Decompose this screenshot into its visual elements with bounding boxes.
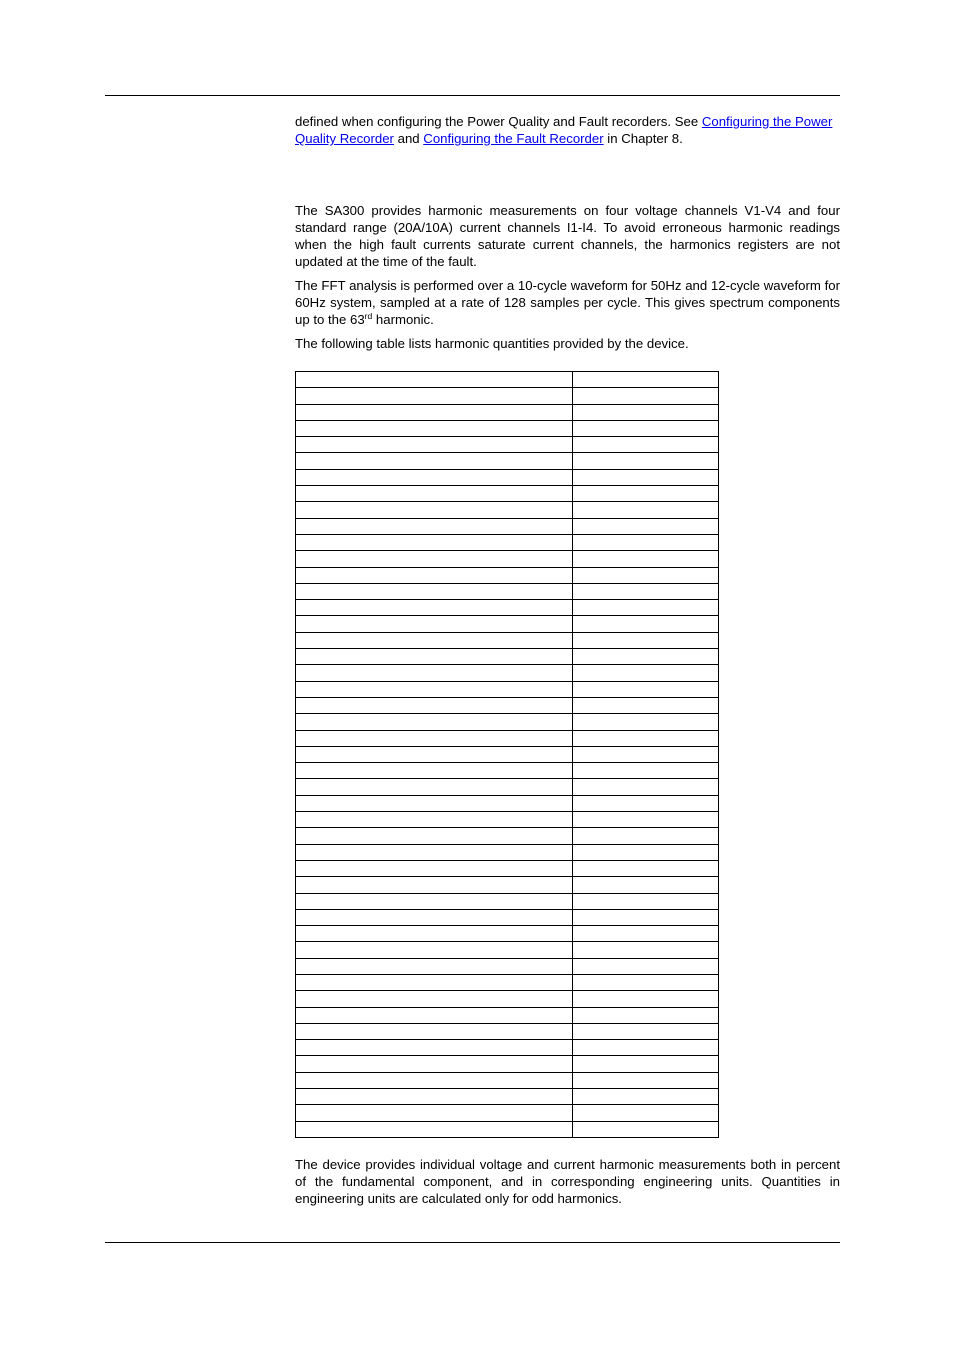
intro-text-mid: and [393, 131, 424, 146]
table-cell-quantity [296, 502, 573, 518]
table-cell-quantity [296, 1056, 573, 1072]
table-cell-quantity [296, 1072, 573, 1088]
table-cell-value [573, 1121, 719, 1137]
table-row [296, 763, 719, 779]
table-cell-value [573, 534, 719, 550]
table-cell-quantity [296, 1089, 573, 1105]
table-row [296, 828, 719, 844]
table-cell-value [573, 828, 719, 844]
table-cell-value [573, 665, 719, 681]
table-row [296, 697, 719, 713]
table-row [296, 1007, 719, 1023]
table-cell-value [573, 372, 719, 388]
table-row [296, 665, 719, 681]
table-cell-quantity [296, 469, 573, 485]
table-row [296, 583, 719, 599]
harmonic-table-body [296, 372, 719, 1138]
table-cell-value [573, 404, 719, 420]
table-cell-quantity [296, 518, 573, 534]
harmonic-units-paragraph: The device provides individual voltage and current harmonic measurements both in percent of the fundamental component, and in corresponding engineering units. Quantities in engineering units are calculated only for odd harmonics. [295, 1157, 840, 1206]
fft-text: The FFT analysis is performed over a 10-cycle waveform for 50Hz and 12-cycle waveform for 60Hz system, sampled at a rate of 128 samples per cycle. This gives spectrum components up to the 63 [295, 278, 840, 327]
table-row [296, 534, 719, 550]
table-cell-value [573, 551, 719, 567]
table-cell-value [573, 420, 719, 436]
table-cell-quantity [296, 730, 573, 746]
table-cell-value [573, 1023, 719, 1039]
table-cell-quantity [296, 665, 573, 681]
table-row [296, 1121, 719, 1137]
table-cell-quantity [296, 583, 573, 599]
table-row [296, 404, 719, 420]
table-cell-quantity [296, 1007, 573, 1023]
table-cell-value [573, 1007, 719, 1023]
table-cell-value [573, 502, 719, 518]
table-cell-quantity [296, 697, 573, 713]
intro-text-end: in Chapter 8. [603, 131, 683, 146]
table-row [296, 502, 719, 518]
table-cell-value [573, 437, 719, 453]
table-cell-value [573, 600, 719, 616]
table-cell-quantity [296, 1040, 573, 1056]
table-cell-quantity [296, 388, 573, 404]
table-row [296, 372, 719, 388]
table-cell-quantity [296, 649, 573, 665]
table-cell-value [573, 958, 719, 974]
table-cell-quantity [296, 909, 573, 925]
table-cell-quantity [296, 828, 573, 844]
table-cell-quantity [296, 958, 573, 974]
table-cell-value [573, 1040, 719, 1056]
table-cell-value [573, 469, 719, 485]
table-row [296, 469, 719, 485]
table-row [296, 518, 719, 534]
table-cell-value [573, 991, 719, 1007]
table-row [296, 909, 719, 925]
table-row [296, 616, 719, 632]
table-row [296, 730, 719, 746]
header-rule [105, 95, 840, 96]
table-cell-quantity [296, 600, 573, 616]
table-cell-value [573, 1089, 719, 1105]
table-cell-quantity [296, 486, 573, 502]
table-row [296, 1072, 719, 1088]
table-row [296, 681, 719, 697]
intro-text: defined when configuring the Power Quality and Fault recorders. See [295, 114, 702, 129]
table-cell-value [573, 730, 719, 746]
table-cell-quantity [296, 453, 573, 469]
table-row [296, 567, 719, 583]
table-cell-quantity [296, 893, 573, 909]
link-configuring-power-quality-recorder[interactable]: Configuring the Power Quality Recorder [295, 114, 833, 146]
table-row [296, 437, 719, 453]
table-row [296, 632, 719, 648]
table-cell-value [573, 909, 719, 925]
table-cell-value [573, 893, 719, 909]
table-cell-value [573, 779, 719, 795]
table-intro-paragraph: The following table lists harmonic quantities provided by the device. [295, 336, 689, 351]
table-cell-value [573, 812, 719, 828]
table-cell-value [573, 1105, 719, 1121]
table-cell-quantity [296, 616, 573, 632]
table-row [296, 551, 719, 567]
table-cell-value [573, 763, 719, 779]
table-row [296, 812, 719, 828]
intro-paragraph [295, 113, 840, 147]
table-cell-quantity [296, 974, 573, 990]
table-row [296, 714, 719, 730]
table-row [296, 958, 719, 974]
table-cell-value [573, 518, 719, 534]
table-cell-value [573, 714, 719, 730]
table-row [296, 649, 719, 665]
table-cell-value [573, 486, 719, 502]
table-cell-value [573, 926, 719, 942]
table-row [296, 1040, 719, 1056]
table-cell-value [573, 681, 719, 697]
table-row [296, 991, 719, 1007]
table-cell-quantity [296, 404, 573, 420]
table-cell-quantity [296, 812, 573, 828]
table-row [296, 926, 719, 942]
table-row [296, 453, 719, 469]
harmonic-quantities-table [295, 371, 719, 1138]
table-row [296, 1023, 719, 1039]
table-row [296, 1089, 719, 1105]
table-cell-quantity [296, 420, 573, 436]
table-cell-value [573, 746, 719, 762]
table-row [296, 779, 719, 795]
table-cell-quantity [296, 681, 573, 697]
table-row [296, 1105, 719, 1121]
table-cell-value [573, 583, 719, 599]
table-cell-quantity [296, 746, 573, 762]
ordinal-superscript: rd [364, 311, 373, 321]
table-row [296, 420, 719, 436]
table-cell-value [573, 453, 719, 469]
table-cell-quantity [296, 844, 573, 860]
table-cell-quantity [296, 372, 573, 388]
table-cell-quantity [296, 1105, 573, 1121]
table-cell-quantity [296, 714, 573, 730]
table-cell-quantity [296, 991, 573, 1007]
table-cell-quantity [296, 877, 573, 893]
table-cell-quantity [296, 795, 573, 811]
table-cell-value [573, 877, 719, 893]
table-cell-quantity [296, 1023, 573, 1039]
table-row [296, 860, 719, 876]
table-cell-quantity [296, 437, 573, 453]
link-configuring-fault-recorder[interactable]: Configuring the Fault Recorder [423, 131, 604, 146]
table-cell-value [573, 616, 719, 632]
table-row [296, 844, 719, 860]
table-row [296, 942, 719, 958]
table-cell-value [573, 649, 719, 665]
table-cell-value [573, 388, 719, 404]
table-row [296, 600, 719, 616]
table-cell-value [573, 795, 719, 811]
table-cell-quantity [296, 632, 573, 648]
table-cell-quantity [296, 860, 573, 876]
table-cell-value [573, 1056, 719, 1072]
fft-text-end: harmonic. [372, 312, 434, 327]
table-cell-value [573, 1072, 719, 1088]
table-row [296, 746, 719, 762]
table-cell-quantity [296, 926, 573, 942]
table-row [296, 486, 719, 502]
table-row [296, 1056, 719, 1072]
table-cell-quantity [296, 763, 573, 779]
table-cell-value [573, 697, 719, 713]
harmonic-channels-paragraph: The SA300 provides harmonic measurements on four voltage channels V1-V4 and four standard range (20A/10A) current channels I1-I4. To avoid erroneous harmonic readings when the high fault currents saturate current channels, the harmonics registers are not updated at the time of the fault. [295, 203, 840, 269]
table-cell-value [573, 942, 719, 958]
table-cell-quantity [296, 551, 573, 567]
table-row [296, 893, 719, 909]
table-cell-value [573, 844, 719, 860]
table-cell-value [573, 860, 719, 876]
table-row [296, 795, 719, 811]
fft-analysis-paragraph [295, 277, 840, 328]
table-cell-value [573, 567, 719, 583]
table-cell-quantity [296, 534, 573, 550]
table-row [296, 877, 719, 893]
table-cell-value [573, 632, 719, 648]
footer-rule [105, 1242, 840, 1243]
table-row [296, 974, 719, 990]
table-cell-quantity [296, 779, 573, 795]
table-cell-value [573, 974, 719, 990]
table-cell-quantity [296, 942, 573, 958]
table-cell-quantity [296, 1121, 573, 1137]
table-cell-quantity [296, 567, 573, 583]
table-row [296, 388, 719, 404]
